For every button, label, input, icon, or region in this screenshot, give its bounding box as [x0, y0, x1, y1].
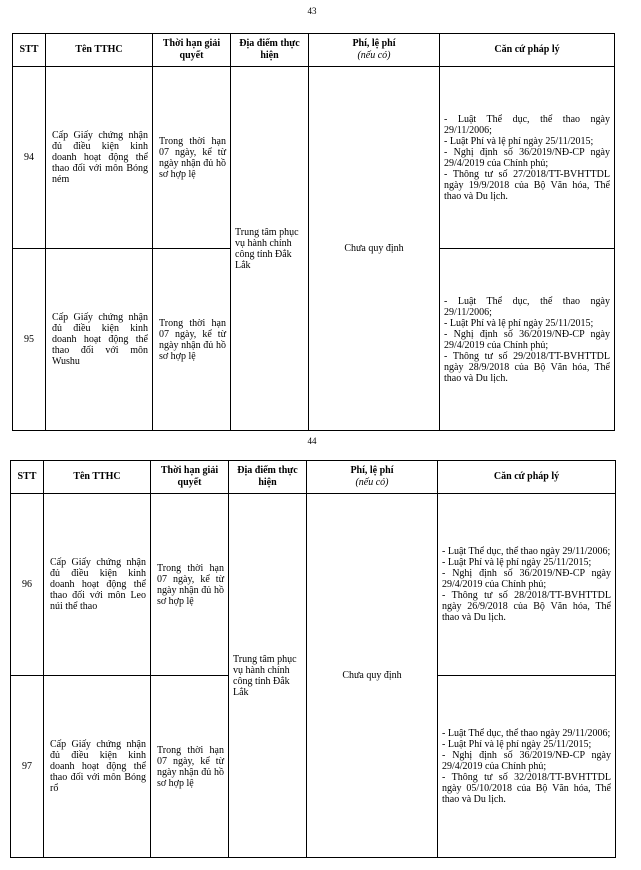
header-place: Địa điểm thực hiện [229, 461, 307, 494]
legal-basis [440, 67, 615, 249]
header-fee: Phí, lệ phí (nếu có) [309, 34, 440, 67]
page-number: 43 [307, 6, 317, 16]
legal-item: - Luật Phí và lệ phí ngày 25/11/2015; [442, 739, 592, 750]
procedure-name: Cấp Giấy chứng nhận đủ điều kiện kinh doanh hoạt động thể thao đối với môn Bóng ném [46, 67, 153, 249]
row-stt: 97 [11, 676, 44, 858]
page-number: 44 [307, 436, 317, 446]
procedures-table [12, 33, 615, 431]
legal-basis [438, 494, 616, 676]
procedure-name: Cấp Giấy chứng nhận đủ điều kiện kinh doanh hoạt động thể thao đối với môn Bóng rổ [44, 676, 151, 858]
table-header-row [13, 34, 615, 67]
processing-time: Trong thời hạn 07 ngày, kể từ ngày nhận đủ hồ sơ hợp lệ [153, 67, 231, 249]
row-stt: 94 [13, 67, 46, 249]
header-name: Tên TTHC [46, 34, 153, 67]
legal-item: - Nghị định số 36/2019/NĐ-CP ngày 29/4/2019 của Chính phủ; [444, 146, 610, 169]
legal-item: - Thông tư số 32/2018/TT-BVHTTDL ngày 05/10/2018 của Bộ Văn hóa, Thể thao và Du lịch. [442, 772, 611, 805]
table-row [13, 67, 615, 249]
legal-basis [438, 676, 616, 858]
header-stt: STT [13, 34, 46, 67]
row-stt: 96 [11, 494, 44, 676]
legal-item: - Nghị định số 36/2019/NĐ-CP ngày 29/4/2019 của Chính phủ; [444, 328, 610, 351]
header-stt: STT [11, 461, 44, 494]
legal-item: - Thông tư số 29/2018/TT-BVHTTDL ngày 28/9/2018 của Bộ Văn hóa, Thể thao và Du lịch. [444, 350, 610, 384]
legal-item: - Thông tư số 28/2018/TT-BVHTTDL ngày 26/9/2018 của Bộ Văn hóa, Thể thao và Du lịch. [442, 590, 611, 623]
processing-time: Trong thời hạn 07 ngày, kể từ ngày nhận đủ hồ sơ hợp lệ [151, 676, 229, 858]
procedures-table [10, 460, 616, 858]
header-time: Thời hạn giải quyết [151, 461, 229, 494]
legal-item: - Luật Thể dục, thể thao ngày 29/11/2006; [444, 295, 610, 318]
fee: Chưa quy định [307, 494, 438, 858]
legal-item: - Nghị định số 36/2019/NĐ-CP ngày 29/4/2019 của Chính phủ; [442, 750, 611, 772]
legal-basis [440, 249, 615, 431]
legal-item: - Luật Thể dục, thể thao ngày 29/11/2006; [442, 728, 611, 739]
table-row [11, 494, 616, 676]
fee: Chưa quy định [309, 67, 440, 431]
legal-item: - Luật Phí và lệ phí ngày 25/11/2015; [444, 135, 594, 147]
header-legal: Căn cứ pháp lý [440, 34, 615, 67]
legal-item: - Luật Thể dục, thể thao ngày 29/11/2006; [442, 546, 611, 557]
place: Trung tâm phục vụ hành chính công tỉnh Đắk Lắk [229, 494, 307, 858]
header-name: Tên TTHC [44, 461, 151, 494]
row-stt: 95 [13, 249, 46, 431]
legal-item: - Thông tư số 27/2018/TT-BVHTTDL ngày 19/9/2018 của Bộ Văn hóa, Thể thao và Du lịch. [444, 168, 610, 202]
legal-item: - Luật Thể dục, thể thao ngày 29/11/2006; [444, 113, 610, 136]
procedure-name: Cấp Giấy chứng nhận đủ điều kiện kinh doanh hoạt động thể thao đối với môn Leo núi thể thao [44, 494, 151, 676]
legal-item: - Nghị định số 36/2019/NĐ-CP ngày 29/4/2019 của Chính phủ; [442, 568, 611, 590]
header-legal: Căn cứ pháp lý [438, 461, 616, 494]
header-fee: Phí, lệ phí (nếu có) [307, 461, 438, 494]
table-header-row [11, 461, 616, 494]
place: Trung tâm phục vụ hành chính công tỉnh Đắk Lắk [231, 67, 309, 431]
legal-item: - Luật Phí và lệ phí ngày 25/11/2015; [442, 557, 592, 568]
header-place: Địa điểm thực hiện [231, 34, 309, 67]
processing-time: Trong thời hạn 07 ngày, kể từ ngày nhận đủ hồ sơ hợp lệ [151, 494, 229, 676]
header-time: Thời hạn giải quyết [153, 34, 231, 67]
procedure-name: Cấp Giấy chứng nhận đủ điều kiện kinh doanh hoạt động thể thao đối với môn Wushu [46, 249, 153, 431]
processing-time: Trong thời hạn 07 ngày, kể từ ngày nhận đủ hồ sơ hợp lệ [153, 249, 231, 431]
legal-item: - Luật Phí và lệ phí ngày 25/11/2015; [444, 317, 594, 329]
